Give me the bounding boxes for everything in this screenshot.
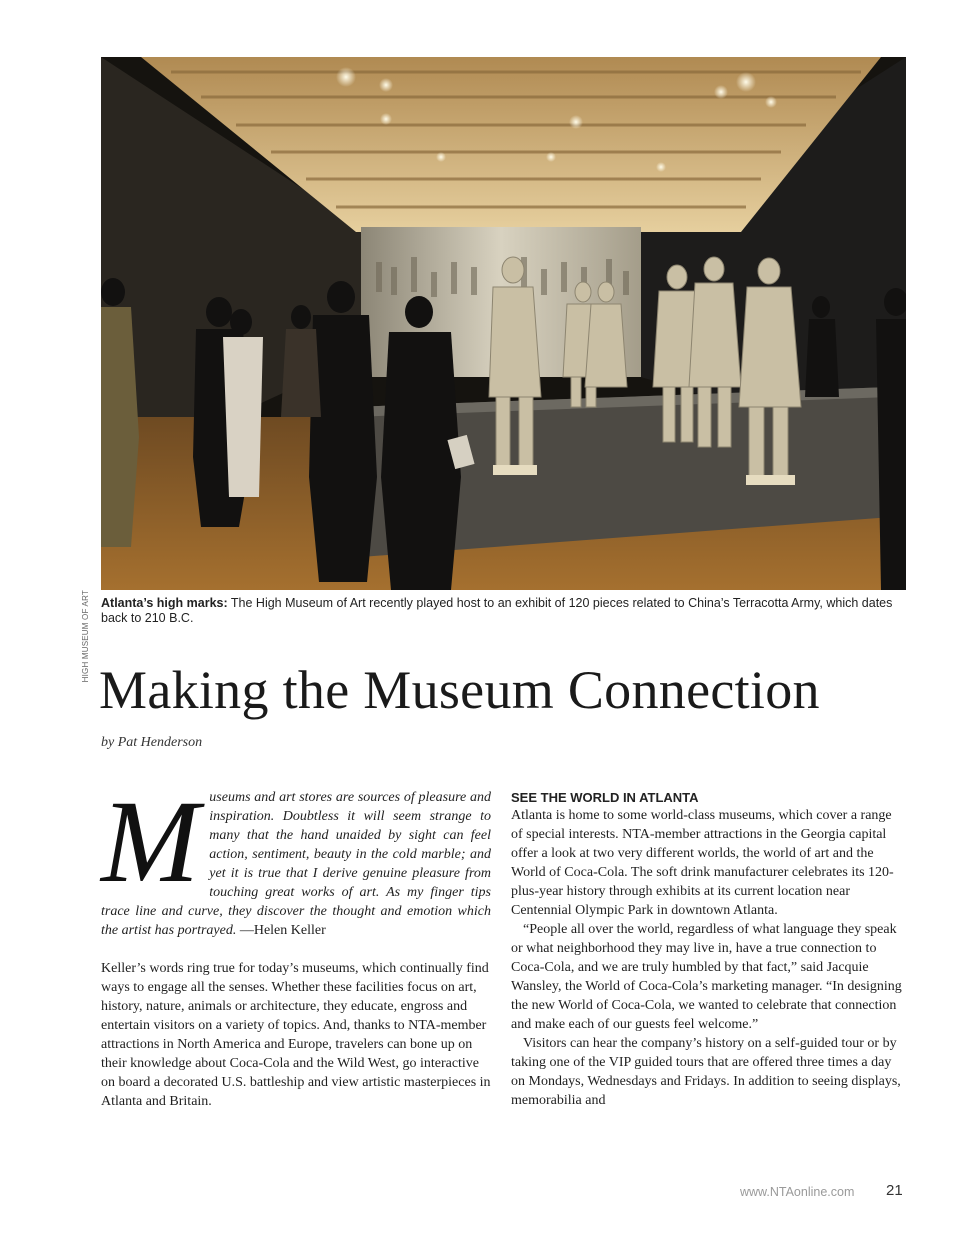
quote-text: useums and art stores are sources of pleasure and inspiration. Doubtless it will seem strange to many that the hand unaided by sight can feel action, sentiment, beauty in the cold marble; and yet it is true that I derive genuine pleasure from touching great works of art. As my finger tips trace line and curve, they discover the thought and emotion which the artist has portrayed.: [101, 790, 491, 938]
body-paragraph: Visitors can hear the company’s history on a self-guided tour or by taking one of the VIP guided tours that are offered three times a day on Mondays, Wednesdays and Fridays. In addition to seeing displays, memorabilia and: [511, 1036, 901, 1108]
page-number: 21: [886, 1182, 903, 1199]
section-heading: SEE THE WORLD IN ATLANTA: [511, 790, 699, 805]
exhibit-photo: [101, 57, 906, 590]
body-paragraph: “People all over the world, regardless of what language they speak or what neighborhood they may live in, have a true connection to Coca-Cola, and we are truly humbled by that fact,” said Jacquie Wansley, the World of Coca-Cola’s marketing manager. “In designing the new World of Coca-Cola, we wanted to celebrate that connection and make each of our guests feel welcome.”: [511, 922, 902, 1032]
right-column: [511, 789, 903, 1110]
website-url: www.NTAonline.com: [740, 1185, 855, 1199]
caption-lead: Atlanta’s high marks:: [101, 596, 228, 610]
left-column: [101, 776, 491, 1111]
body-paragraph: Atlanta is home to some world-class museums, which cover a range of special interests. NTA-member attractions in the Georgia capital offer a look at two very different worlds, the world of art and the World of Coca-Cola. The soft drink manufacturer celebrates its 120-plus-year history through exhibits at its current location near Centennial Olympic Park in downtown Atlanta.: [511, 808, 894, 918]
intro-paragraph: Keller’s words ring true for today’s museums, which continually find ways to engage all the senses. Whether these facilities focus on art, history, nature, animals or architecture, they educate, engross and entertain visitors on a variety of topics. And, thanks to NTA-member attractions in North America and Europe, travelers can bone up on their knowledge about Coca-Cola and the Wild West, go interactive on board a decorated U.S. battleship and view artistic masterpieces in Atlanta and Britain.: [101, 961, 491, 1109]
photo-credit: HIGH MUSEUM OF ART: [81, 590, 90, 683]
caption-text: The High Museum of Art recently played host to an exhibit of 120 pieces related to China’s Terracotta Army, which dates back to 210 B.C.: [101, 596, 893, 625]
photo-caption: [101, 596, 906, 626]
byline: by Pat Henderson: [101, 735, 203, 750]
article-title: Making the Museum Connection: [99, 660, 820, 720]
quote-attribution: —Helen Keller: [236, 923, 326, 938]
drop-cap: M: [101, 776, 200, 907]
opening-quote: [101, 776, 491, 940]
terracotta-army-photo: [101, 57, 906, 590]
